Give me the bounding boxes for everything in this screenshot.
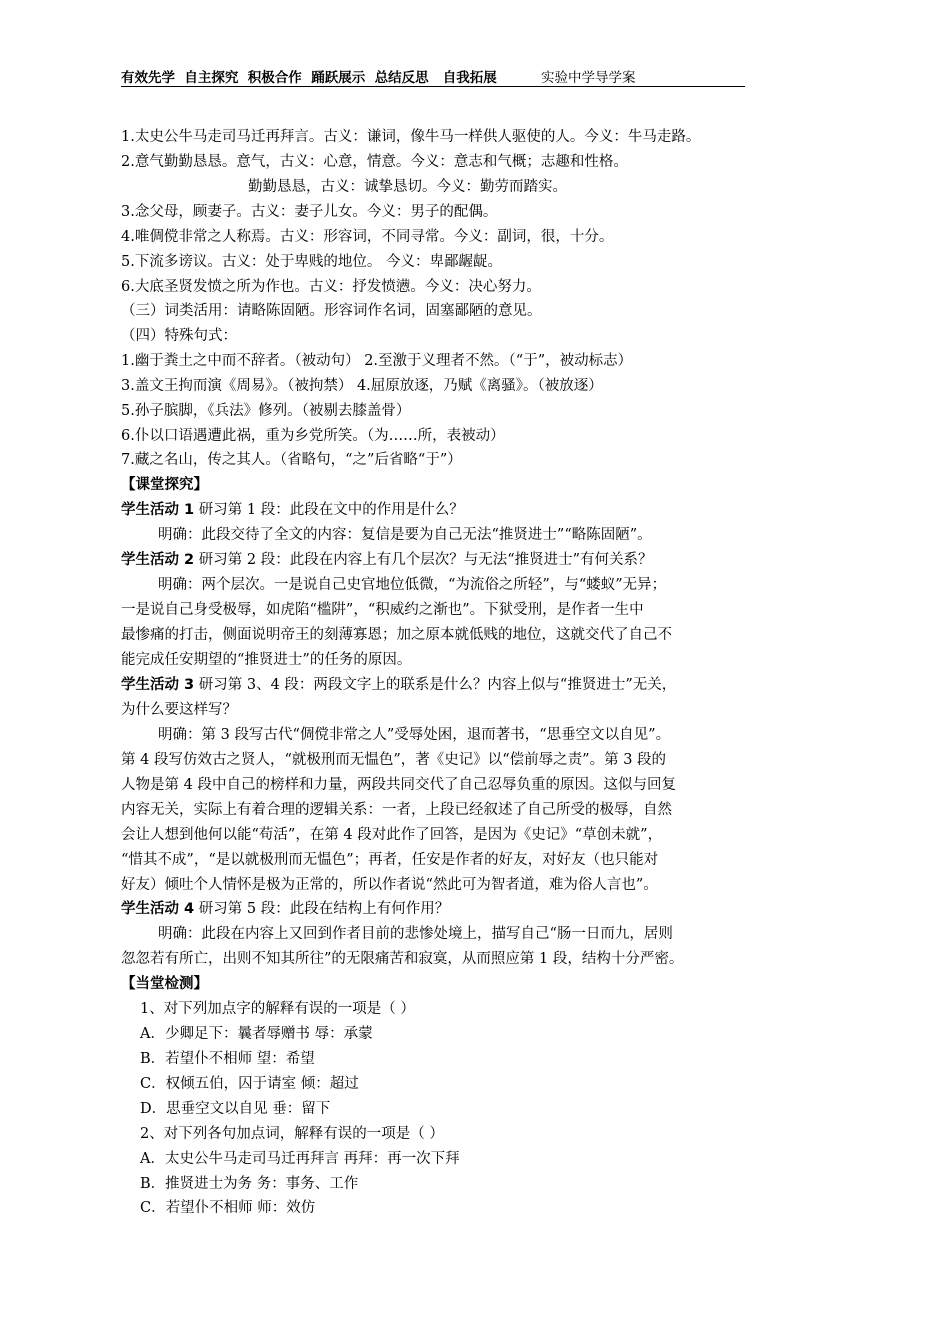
text-line: 学生活动 4 研习第 5 段：此段在结构上有何作用？	[121, 901, 450, 917]
page-header	[121, 64, 745, 87]
text-line: 7.藏之名山，传之其人。（省略句，“之”后省略“于”）	[121, 452, 462, 468]
text-line: 3.盖文王拘而演《周易》。（被拘禁） 4.屈原放逐，乃赋《离骚》。（被放逐）	[121, 378, 603, 394]
text-line: 明确：此段交待了全文的内容：复信是要为自己无法“推贤进士”“略陈固陋”。	[158, 527, 652, 543]
answer-option: C．若望仆不相师 师：效仿	[140, 1200, 316, 1216]
text-line: 2.意气勤勤恳恳。意气，古义：心意，情意。今义：意志和气概；志趣和性格。	[121, 154, 628, 170]
text-line: 明确：两个层次。一是说自己史官地位低微，“为流俗之所轻”，与“蝼蚁”无异；	[158, 577, 667, 593]
text-line: （四）特殊句式：	[121, 328, 237, 344]
answer-option: B．若望仆不相师 望：希望	[140, 1051, 315, 1067]
question-stem: 1、对下列加点字的解释有误的一项是（ ）	[140, 1001, 415, 1017]
text-line: 第 4 段写仿效古之贤人，“就极刑而无愠色”，著《史记》以“偿前辱之责”。第 3 段的	[121, 752, 667, 768]
text-line: 学生活动 2 研习第 2 段：此段在内容上有几个层次？与无法“推贤进士”有何关系？	[121, 552, 653, 568]
text-line: 勤勤恳恳，古义：诚挚恳切。今义：勤劳而踏实。	[248, 179, 567, 195]
answer-option: A．太史公牛马走司马迁再拜言 再拜：再一次下拜	[140, 1151, 460, 1167]
text-line: 1.太史公牛马走司马迁再拜言。古义：谦词，像牛马一样供人驱使的人。今义：牛马走路。	[121, 129, 701, 145]
text-line: 会让人想到他何以能“苟活”，在第 4 段对此作了回答，是因为《史记》“草创未就”，	[121, 827, 663, 843]
text-line: 人物是第 4 段中自己的榜样和力量，两段共同交代了自己忍辱负重的原因。这似与回复	[121, 777, 676, 793]
text-line: 好友）倾吐个人情怀是极为正常的，所以作者说“然此可为智者道，难为俗人言也”。	[121, 877, 658, 893]
question-stem: 2、对下列各句加点词，解释有误的一项是（ ）	[140, 1126, 444, 1142]
text-line: 最惨痛的打击，侧面说明帝王的刻薄寡恩；加之原本就低贱的地位，这就交代了自己不	[121, 627, 672, 643]
text-line: 6.大底圣贤发愤之所为作也。古义：抒发愤懑。今义：决心努力。	[121, 279, 541, 295]
text-line: 内容无关，实际上有着合理的逻辑关系：一者，上段已经叙述了自己所受的极辱，自然	[121, 802, 672, 818]
text-line: 5.下流多谤议。古义：处于卑贱的地位。 今义：卑鄙龌龊。	[121, 254, 502, 270]
text-line: 6.仆以口语遇遭此祸，重为乡党所笑。（为……所，表被动）	[121, 428, 505, 444]
answer-option: C．权倾五伯，囚于请室 倾：超过	[140, 1076, 359, 1092]
header-motto: 有效先学 自主探究 积极合作 踊跃展示 总结反思 自我拓展	[121, 70, 497, 86]
text-line: 学生活动 1 研习第 1 段：此段在文中的作用是什么？	[121, 502, 464, 518]
text-line: 明确：第 3 段写古代“倜傥非常之人”受辱处困，退而著书，“思垂空文以自见”。	[158, 727, 671, 743]
text-line: 1.幽于粪土之中而不辞者。（被动句） 2.至激于义理者不然。（“于”，被动标志）	[121, 353, 633, 369]
text-line: 3.念父母，顾妻子。古义：妻子儿女。今义：男子的配偶。	[121, 204, 498, 220]
text-line: 一是说自己身受极辱，如虎陷“槛阱”，“积威约之渐也”。下狱受刑，是作者一生中	[121, 602, 644, 618]
text-line: “惜其不成”，“是以就极刑而无愠色”；再者，任安是作者的好友，对好友（也只能对	[121, 852, 659, 868]
text-line: （三）词类活用：请略陈固陋。形容词作名词，固塞鄙陋的意见。	[121, 303, 542, 319]
text-line: 5.孙子膑脚，《兵法》修列。（被剔去膝盖骨）	[121, 403, 411, 419]
text-line: 能完成任安期望的“推贤进士”的任务的原因。	[121, 652, 412, 668]
text-line: 学生活动 3 研习第 3、4 段：两段文字上的联系是什么？内容上似与“推贤进士”无关，	[121, 677, 677, 693]
text-line: 忽忽若有所亡，出则不知其所往”的无限痛苦和寂寞，从而照应第 1 段，结构十分严密。	[121, 951, 684, 967]
answer-option: A．少卿足下：曩者辱赠书 辱：承蒙	[140, 1026, 373, 1042]
section-heading: 【课堂探究】	[121, 477, 208, 493]
text-line: 明确：此段在内容上又回到作者目前的悲惨处境上，描写自己“肠一日而九，居则	[158, 926, 673, 942]
answer-option: B．推贤进士为务 务：事务、工作	[140, 1176, 359, 1192]
answer-option: D．思垂空文以自见 垂：留下	[140, 1101, 331, 1117]
header-school: 实验中学导学案	[541, 70, 636, 86]
section-heading: 【当堂检测】	[121, 976, 208, 992]
text-line: 4.唯倜傥非常之人称焉。古义：形容词，不同寻常。今义：副词，很，十分。	[121, 229, 614, 245]
text-line: 为什么要这样写？	[121, 702, 237, 718]
